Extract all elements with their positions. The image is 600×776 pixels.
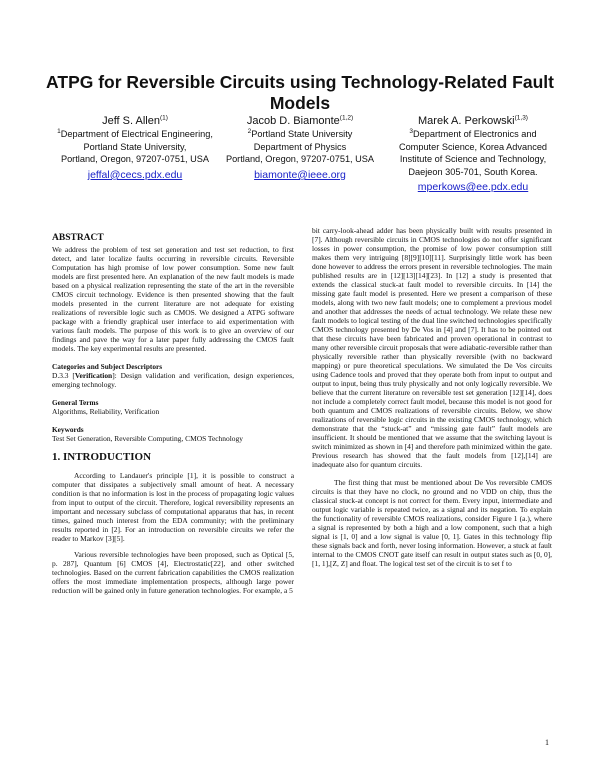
author-affiliation-line: Computer Science, Korea Advanced [398,141,548,152]
general-terms-text: Algorithms, Reliability, Verification [52,407,160,416]
author-email-link[interactable]: biamonte@ieee.org [254,168,346,181]
keywords-heading: Keywords [52,425,84,434]
author-block-2 [215,114,385,181]
right-paragraph-1: bit carry-look-ahead adder has been physically built with results presented in [7]. Although reversible circuits in CMOS technologies do not offer significant losses in power consumption, the promise of low power consumption still makes them very intriguing [8][9][10][11]. Surprisingly little work has been done however to address the errors present in reversible technologies. The main published results are in [12][13][14][23]. In [12] a study is presented that extends the classical stuck-at fault model to reversible circuits. In [14] the missing gate fault model is presented. Here we present a comparison of these models, along with two new fault models; one to complement a previous model and another that addresses the needs of actual technology. We relate these new fault models to logical testing of the dual line switched technologies specifically CMOS technology presented by De Vos in [4] and [7]. It has to be pointed out that these circuits have been fabricated and proven operational in contrast to many other reversible circuit proposals that were adiabatic-reversible rather than physically reversible rather than physically reversible (with no backward mapping) or pure theoretical speculations. We simulated the De Vos circuits using Cadence tools and proved that they operate both from input to output and output to input, being thus truly physically and not only logically reversible. We believe that the current literature on reversible test set generation [12][14], does not include a completely correct fault model, because this model is not good for both quantum and CMOS realizations of reversible circuits. Below, we show realizations of reversible logic circuits in the existing CMOS technology, which demonstrate that the “stuck-at” and “missing gate fault” fault models are insufficient. It should be mentioned that we assume that the switching layout is switch minimized as shown in [4] and therefore path minimized within the gate. Previous research has showed that the fault models from [12],[14] are inadequate also for quantum circuits. [312,226,552,469]
author-affiliation: $^1$Department of Electrical Engineering, [57,127,213,139]
author-affiliation-line: Daejeon 305-701, South Korea. [408,166,538,177]
right-column [312,226,552,568]
author-email-link[interactable]: mperkows@ee.pdx.edu [417,181,529,194]
author-affiliation-line: Portland State University, [83,141,187,152]
author-block-3 [378,114,568,194]
author-affiliation: $^2$Portland State University [247,127,353,139]
categories-text: D.3.3 [Verification]: Design validation and verification, design experiences, emerging technology. [52,371,294,389]
author-affiliation-line: Portland, Oregon, 97207-0751, USA [225,154,375,165]
intro-paragraph-1: According to Landauer's principle [1], it is possible to construct a computer that dissipates a subjectively small amount of heat. A necessary condition is that no information is lost in the process of propagating logic values from input to output of the circuit. Therefore, logical reversibility represents an important and necessary subclass of computational apparatus that has, in recent times, gained much interest from the EDA community; with the preliminary results reported in [2]. For an introduction on reversible circuits we refer the reader to Markov [3][5]. [52,471,294,543]
general-terms-heading: General Terms [52,398,99,407]
author-affiliation: $^3$Department of Electronics and [409,127,537,139]
author-name: Jacob D. Biamonte$^{(1,2)}$ [246,114,354,127]
author-email-link[interactable]: jeffal@cecs.pdx.edu [87,168,183,181]
author-affiliation-line: Institute of Science and Technology, [399,154,547,165]
keywords-text: Test Set Generation, Reversible Computing, CMOS Technology [52,434,243,443]
author-block-1 [40,114,230,181]
abstract-text: We address the problem of test set generation and test set reduction, to first detect, and later localize faults occurring in reversible circuits. Reversible Computation has high promise of low power consumption. Some new fault models are first presented here. An explanation of the new fault models is made based on a physical realization representing the state of the art in the reversible CMOS circuit technology. Evidence is then presented showing that the fault models presented in the current literature are not adequate for existing realizations of reversible logic such as CMOS. We designed a ATPG software package with a friendly graphical user interface to aid experimentation with various fault models. The purpose of this work is to give an overview of our findings and pave the way for a later paper fully addressing the CMOS fault models. The key experimental results are presented. [52,245,294,353]
paper-title: ATPG for Reversible Circuits using Technology-Related Fault Models [46,72,554,113]
intro-paragraph-2: Various reversible technologies have been proposed, such as Optical [5, p. 287], Quantum [6] CMOS [4], Electrostatic[22], and other switched technologies. Based on the current fabrication capabilities the CMOS realization offers the most immediate implementation prospects, although large power reduction will be gained only in future generation technologies. For example, a 5 [52,550,294,595]
categories-heading: Categories and Subject Descriptors [52,362,163,371]
author-name: Marek A. Perkowski$^{(1,3)}$ [418,114,528,127]
introduction-heading: 1. INTRODUCTION [52,451,152,463]
abstract-heading: ABSTRACT [52,233,104,243]
author-affiliation-line: Portland, Oregon, 97207-0751, USA [60,154,210,165]
left-column [52,234,294,595]
author-name: Jeff S. Allen$^{(1)}$ [102,114,168,127]
author-affiliation-line: Department of Physics [253,141,347,152]
right-paragraph-2: The first thing that must be mentioned about De Vos reversible CMOS circuits is that they have no clock, no ground and no VDD on chip, thus the classical stuck-at concept is not correct for them. Every input, intermediate and output logic variable is repeated twice, as a signal and its negation. To explain the functionality of reversible CMOS realizations, consider Figure 1 (a.), where a signal is represented by both a high and a low component, such that a high signal is [1, 0] and a low signal is value [0, 1]. Gates in this technology flip these signals back and forth, never losing information. However, a stuck at fault internal to the CMOS CNOT gate itself can result in output states such as [0, 0], [1, 1],[Z, Z] and float. The logical test set of the circuit is to set f to [312,478,552,568]
page-number: 1 [545,738,549,747]
